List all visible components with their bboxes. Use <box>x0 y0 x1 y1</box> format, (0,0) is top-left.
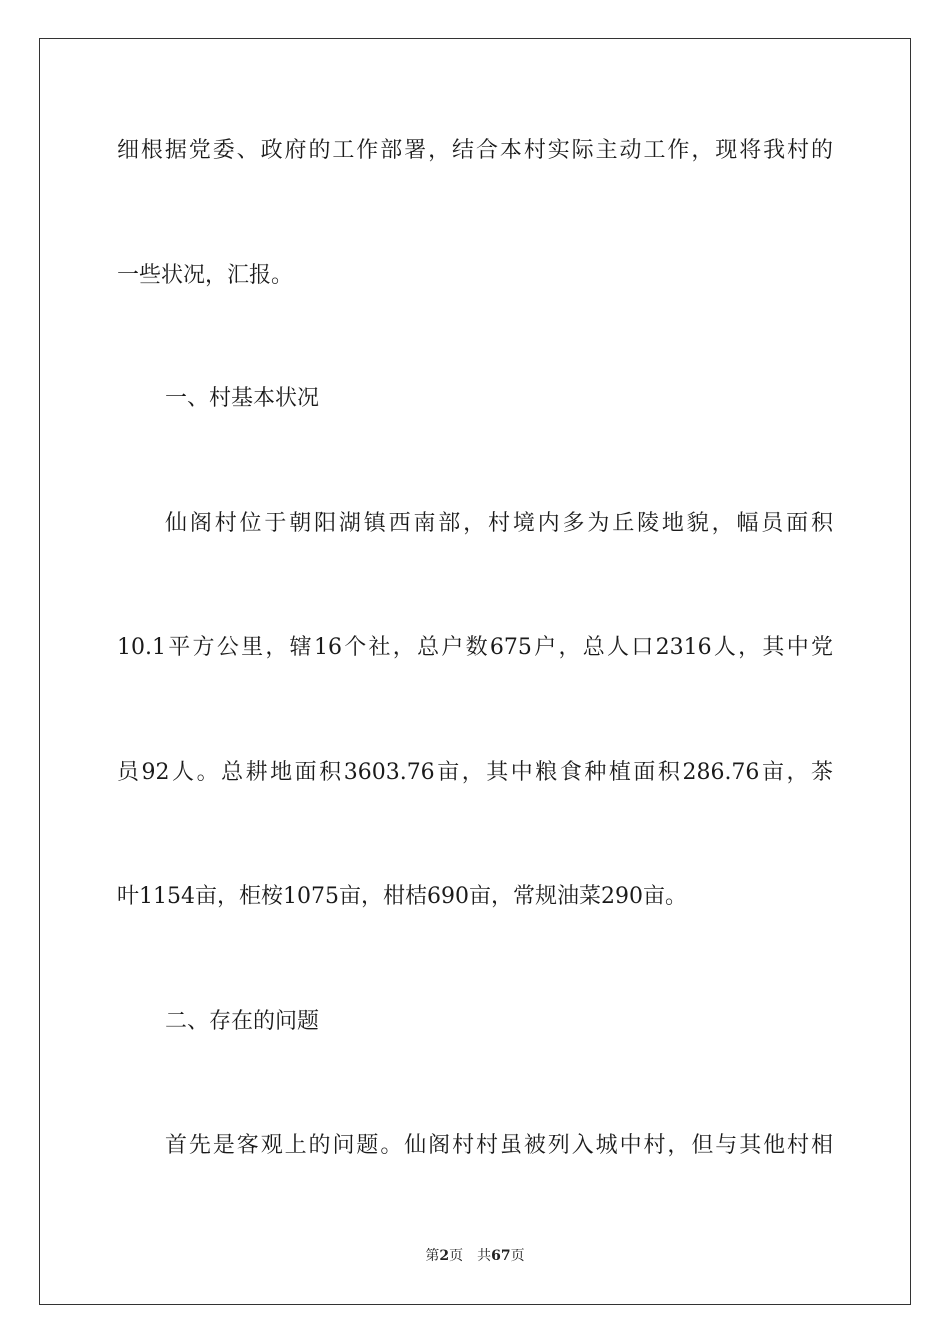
section-heading-1: 一、村基本状况 <box>165 386 320 411</box>
footer-total-prefix: 共 <box>477 1248 492 1264</box>
body-line-3: 仙阁村位于朝阳湖镇西南部，村境内多为丘陵地貌，幅员面积 <box>165 511 833 536</box>
footer-page-suffix: 页 <box>449 1248 464 1264</box>
section-heading-2: 二、存在的问题 <box>165 1009 320 1034</box>
footer-page-number: 2 <box>439 1248 450 1264</box>
body-line-6: 叶1154亩，柜桉1075亩，柑桔690亩，常规油菜290亩。 <box>117 884 687 909</box>
body-line-5: 员92人。总耕地面积3603.76亩，其中粮食种植面积286.76亩，茶 <box>117 760 833 785</box>
body-line-1: 细根据党委、政府的工作部署，结合本村实际主动工作，现将我村的 <box>117 138 833 163</box>
body-line-4: 10.1平方公里，辖16个社，总户数675户，总人口2316人，其中党 <box>117 635 833 660</box>
footer-page-prefix: 第 <box>425 1248 440 1264</box>
page-footer <box>0 1246 950 1266</box>
page-border <box>39 38 911 1305</box>
body-line-7: 首先是客观上的问题。仙阁村村虽被列入城中村，但与其他村相 <box>165 1133 833 1158</box>
footer-total-pages: 67 <box>491 1248 511 1264</box>
body-line-2: 一些状况，汇报。 <box>117 263 294 288</box>
footer-total-suffix: 页 <box>510 1248 525 1264</box>
